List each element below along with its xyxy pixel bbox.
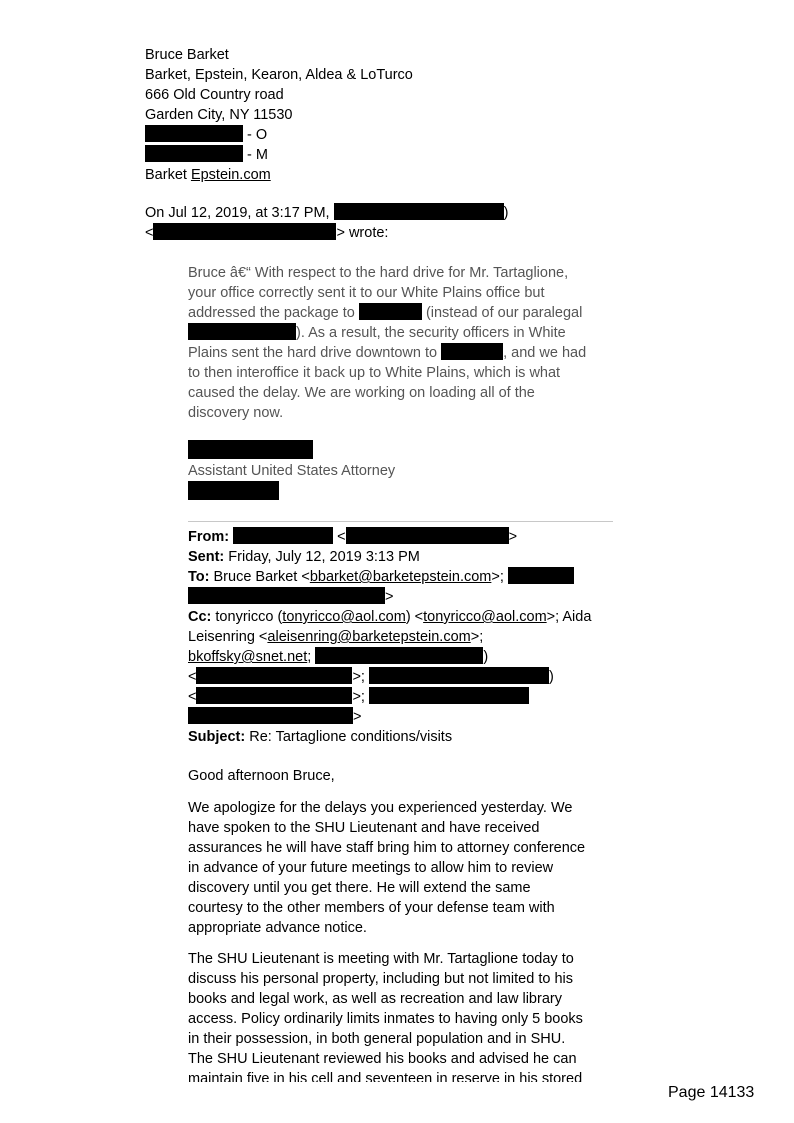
lt: < xyxy=(145,225,154,241)
from-line xyxy=(188,527,591,547)
redaction xyxy=(145,125,243,142)
redaction xyxy=(153,223,336,240)
body-line: have spoken to the SHU Lieutenant and have received xyxy=(188,820,540,836)
ausa-signature xyxy=(188,440,395,502)
web-link[interactable]: Epstein.com xyxy=(190,167,271,183)
spacer xyxy=(188,786,618,798)
gt: > xyxy=(353,709,362,725)
spacer xyxy=(188,938,618,949)
ausa-extra-line xyxy=(188,481,395,502)
ausa-title: Assistant United States Attorney xyxy=(188,463,396,479)
body-line: in advance of your future meetings to allow him to review xyxy=(188,860,554,876)
quoted-line: Bruce â€“ With respect to the hard drive for Mr. Tartaglione, xyxy=(188,265,569,281)
redaction xyxy=(346,527,509,544)
cc-line-6 xyxy=(188,707,591,727)
to-line-2 xyxy=(188,587,591,607)
cc-line-4 xyxy=(188,667,591,687)
lt: < xyxy=(337,529,346,545)
gt: > xyxy=(508,529,518,545)
redaction xyxy=(334,203,504,220)
quoted-line: caused the delay. We are working on loading all of the xyxy=(188,385,535,401)
cc-line-3 xyxy=(188,647,591,667)
quoted-line: your office correctly sent it to our White Plains office but xyxy=(188,285,545,301)
cc-line-2 xyxy=(188,627,591,647)
cc-email-link[interactable]: tonyricco@aol.com xyxy=(423,609,547,625)
signature-office-line xyxy=(145,125,413,145)
cc-email-link[interactable]: tonyricco@aol.com xyxy=(282,609,406,625)
redaction xyxy=(359,303,422,320)
subject-value: Re: Tartaglione conditions/visits xyxy=(249,729,453,745)
quoted-line xyxy=(188,343,618,363)
wrote-text: > wrote: xyxy=(336,225,389,241)
quoted-text: addressed the package to xyxy=(188,305,355,321)
subject-label: Subject: xyxy=(188,729,246,745)
quoted-message xyxy=(188,263,618,423)
redaction xyxy=(188,440,313,459)
to-name: Bruce Barket < xyxy=(213,569,310,585)
body-line: maintain five in his cell and seventeen in reserve in his stored xyxy=(188,1071,583,1082)
quoted-line xyxy=(188,323,618,343)
signature-address2: Garden City, NY 11530 xyxy=(145,107,293,123)
redaction xyxy=(508,567,574,584)
divider xyxy=(188,521,613,522)
office-suffix: - O xyxy=(247,127,268,143)
quoted-text: , and we had xyxy=(503,345,587,361)
body-line: assurances he will have staff bring him to attorney conference xyxy=(188,840,586,856)
gt: > xyxy=(385,589,394,605)
cc-label: Cc: xyxy=(188,609,212,625)
signature-firm: Barket, Epstein, Kearon, Aldea & LoTurco xyxy=(145,67,413,83)
email-body xyxy=(188,766,618,1082)
body-line: in their possession, in both general population and in SHU. xyxy=(188,1031,566,1047)
reply-header xyxy=(145,203,508,243)
body-line: discovery until you get there. He will extend the same xyxy=(188,880,531,896)
quoted-line xyxy=(188,303,618,323)
paren: ) xyxy=(483,649,489,665)
body-line: We apologize for the delays you experienced yesterday. We xyxy=(188,800,573,816)
redaction xyxy=(233,527,333,544)
body-line: The SHU Lieutenant reviewed his books and advised he can xyxy=(188,1051,577,1067)
paren: ) xyxy=(549,669,554,685)
from-label: From: xyxy=(188,529,230,545)
web-prefix: Barket xyxy=(145,167,191,183)
signature-name: Bruce Barket xyxy=(145,47,229,63)
quoted-text: ). As a result, the security officers in White xyxy=(296,325,566,341)
cc-email-link[interactable]: aleisenring@barketepstein.com xyxy=(267,629,471,645)
cc-name: tonyricco ( xyxy=(215,609,283,625)
close-paren: ) xyxy=(503,205,509,221)
signature-address1: 666 Old Country road xyxy=(145,87,284,103)
cc-mid: ) < xyxy=(405,609,424,625)
redaction xyxy=(145,145,243,162)
body-line: The SHU Lieutenant is meeting with Mr. Tartaglione today to xyxy=(188,951,574,967)
redaction xyxy=(315,647,483,664)
body-line: books and legal work, as well as recreation and law library xyxy=(188,991,562,1007)
cc-name: Leisenring < xyxy=(188,629,268,645)
redaction xyxy=(196,667,352,684)
redaction xyxy=(188,707,353,724)
redaction xyxy=(196,687,352,704)
reply-on-text: On Jul 12, 2019, at 3:17 PM, xyxy=(145,205,330,221)
semi: >; xyxy=(352,669,365,685)
quoted-line: discovery now. xyxy=(188,405,284,421)
reply-on-line xyxy=(145,203,508,223)
greeting: Good afternoon Bruce, xyxy=(188,768,335,784)
signature-block xyxy=(145,45,413,185)
body-line: courtesy to the other members of your defense team with xyxy=(188,900,555,916)
subject-line xyxy=(188,727,591,747)
redaction xyxy=(369,687,529,704)
sent-line xyxy=(188,547,591,567)
lt: < xyxy=(188,689,197,705)
quoted-line: to then interoffice it back up to White Plains, which is what xyxy=(188,365,561,381)
page-number: Page 14133 xyxy=(668,1084,755,1101)
semi: >; xyxy=(352,689,365,705)
lt: < xyxy=(188,669,197,685)
cc-after: ; xyxy=(307,649,312,665)
to-line xyxy=(188,567,591,587)
sent-label: Sent: xyxy=(188,549,225,565)
cc-line xyxy=(188,607,591,627)
redaction xyxy=(188,323,296,340)
redaction xyxy=(188,481,279,500)
to-label: To: xyxy=(188,569,210,585)
cc-email-link[interactable]: bkoffsky@snet.net xyxy=(188,649,308,665)
body-line: discuss his personal property, including but not limited to his xyxy=(188,971,573,987)
redaction xyxy=(188,587,385,604)
to-email-link[interactable]: bbarket@barketepstein.com xyxy=(309,569,492,585)
body-line: access. Policy ordinarily limits inmates to having only 5 books xyxy=(188,1011,583,1027)
cc-line-5 xyxy=(188,687,591,707)
cc-after: >; Aida xyxy=(546,609,592,625)
signature-mobile-line xyxy=(145,145,413,165)
cc-after: >; xyxy=(470,629,484,645)
redaction xyxy=(369,667,549,684)
reply-wrote-line xyxy=(145,223,508,243)
redaction xyxy=(441,343,503,360)
signature-web-line xyxy=(145,165,413,185)
to-after: >; xyxy=(491,569,504,585)
body-line: appropriate advance notice. xyxy=(188,920,367,936)
email-header xyxy=(188,527,591,747)
sent-value: Friday, July 12, 2019 3:13 PM xyxy=(228,549,420,565)
ausa-name-line xyxy=(188,440,395,461)
mobile-suffix: - M xyxy=(247,147,268,163)
quoted-text: Plains sent the hard drive downtown to xyxy=(188,345,438,361)
quoted-text: (instead of our paralegal xyxy=(425,305,583,321)
